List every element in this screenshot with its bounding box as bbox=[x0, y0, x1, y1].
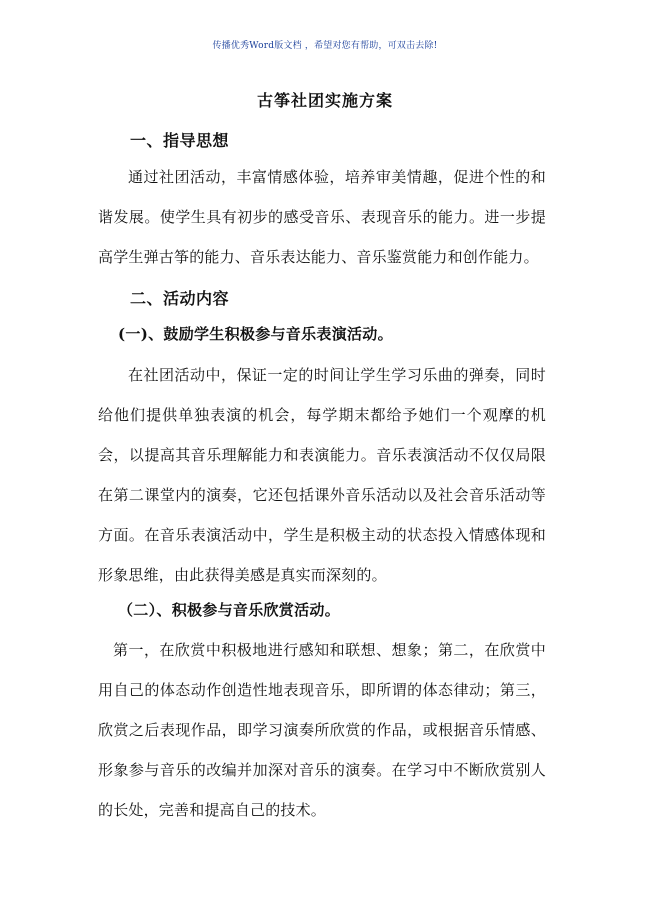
paragraph-guiding-ideology: 通过社团活动，丰富情感体验，培养审美情趣，促进个性的和谐发展。使学生具有初步的感受音乐、表现音乐的能力。进一步提高学生弹古筝的能力、音乐表达能力、音乐鉴赏能力和创作能力。 bbox=[98, 168, 546, 266]
section-heading-activity-content: 二、活动内容 bbox=[130, 289, 230, 308]
subsection-heading-appreciation: （二）、积极参与音乐欣赏活动。 bbox=[118, 601, 341, 619]
section-heading-guiding-ideology: 一、指导思想 bbox=[130, 131, 230, 150]
paragraph-performance: 在社团活动中，保证一定的时间让学生学习乐曲的弹奏，同时给他们提供单独表演的机会，每学期末都给予她们一个观摩的机会，以提高其音乐理解能力和表演能力。音乐表演活动不仅仅局限在第二课堂内的演奏，它还包括课外音乐活动以及社会音乐活动等方面。在音乐表演活动中，学生是积极主动的状态投入情感体现和形象思维，由此获得美感是真实而深刻的。 bbox=[98, 366, 546, 584]
paragraph-appreciation: 第一，在欣赏中积极地进行感知和联想、想象；第二，在欣赏中用自己的体态动作创造性地表现音乐，即所谓的体态律动；第三，欣赏之后表现作品，即学习演奏所欣赏的作品，或根据音乐情感、形象参与音乐的改编并加深对音乐的演奏。在学习中不断欣赏别人的长处，完善和提高自己的技术。 bbox=[98, 641, 546, 819]
subsection-heading-performance: (一)、鼓励学生积极参与音乐表演活动。 bbox=[118, 325, 393, 343]
header-note: 传播优秀Word版文档 ，希望对您有帮助，可双击去除! bbox=[212, 41, 438, 51]
document-title: 古筝社团实施方案 bbox=[256, 91, 393, 110]
